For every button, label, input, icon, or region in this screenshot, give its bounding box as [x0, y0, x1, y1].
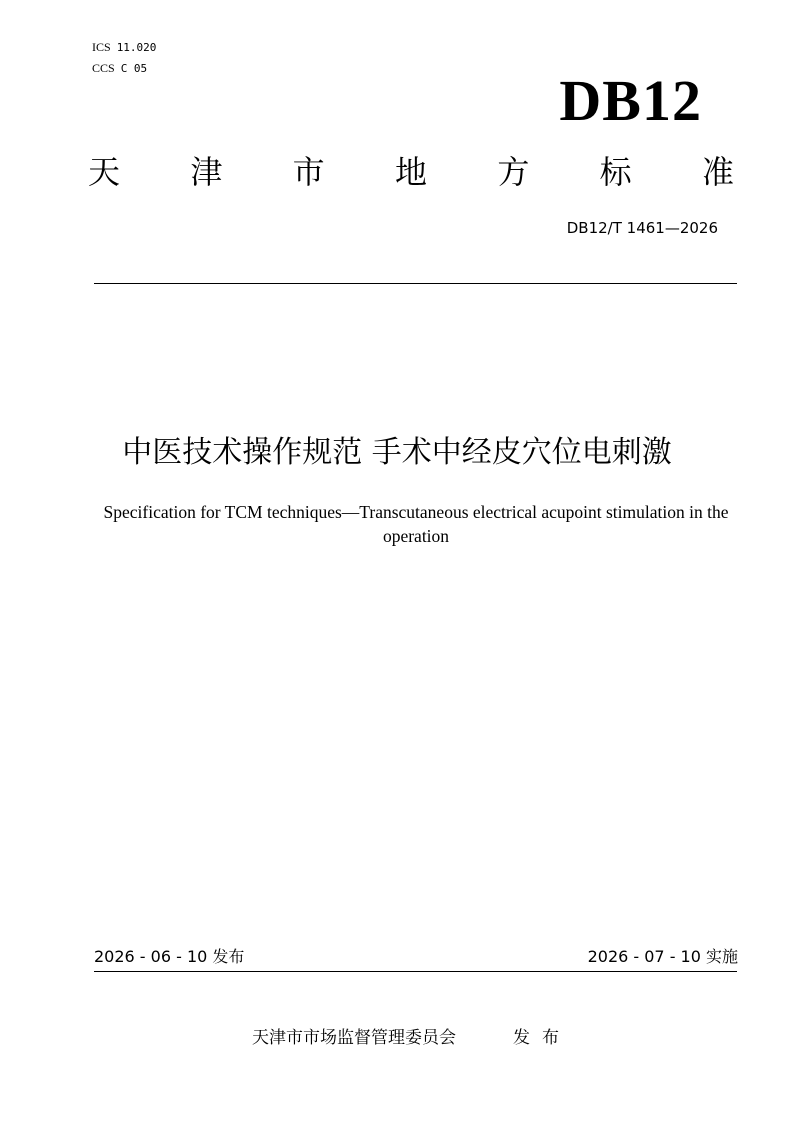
ics-code [92, 40, 156, 55]
standard-type-char: 标 [599, 153, 632, 191]
ccs-value: C 05 [120, 62, 148, 75]
title-chinese: 中医技术操作规范 手术中经皮穴位电刺激 [122, 435, 672, 470]
standard-type-char: 方 [497, 153, 530, 191]
standard-type-char: 准 [701, 153, 734, 191]
issuer-name: 天津市市场监督管理委员会 [252, 1028, 456, 1048]
implementation-date: 2026 - 07 - 10 实施 [587, 947, 738, 966]
standard-type-char: 市 [292, 153, 325, 191]
standard-mark: DB12 [559, 68, 702, 133]
ccs-label: CCS [92, 61, 115, 75]
release-date: 2026 - 06 - 10 发布 [94, 947, 245, 966]
standard-code: DB12/T 1461—2026 [566, 219, 718, 237]
standard-type-char: 地 [394, 153, 427, 191]
issue-word: 发布 [513, 1028, 571, 1048]
ics-value: 11.020 [116, 41, 157, 54]
ics-label: ICS [92, 40, 111, 54]
standard-type-char: 天 [88, 153, 121, 191]
standard-type-title [88, 150, 734, 194]
bottom-divider [94, 971, 737, 972]
standard-type-char: 津 [190, 153, 223, 191]
ccs-code [92, 61, 147, 76]
top-divider [94, 283, 737, 284]
title-english: Specification for TCM techniques—Transcutaneous electrical acupoint stimulation in the operation [103, 502, 729, 546]
